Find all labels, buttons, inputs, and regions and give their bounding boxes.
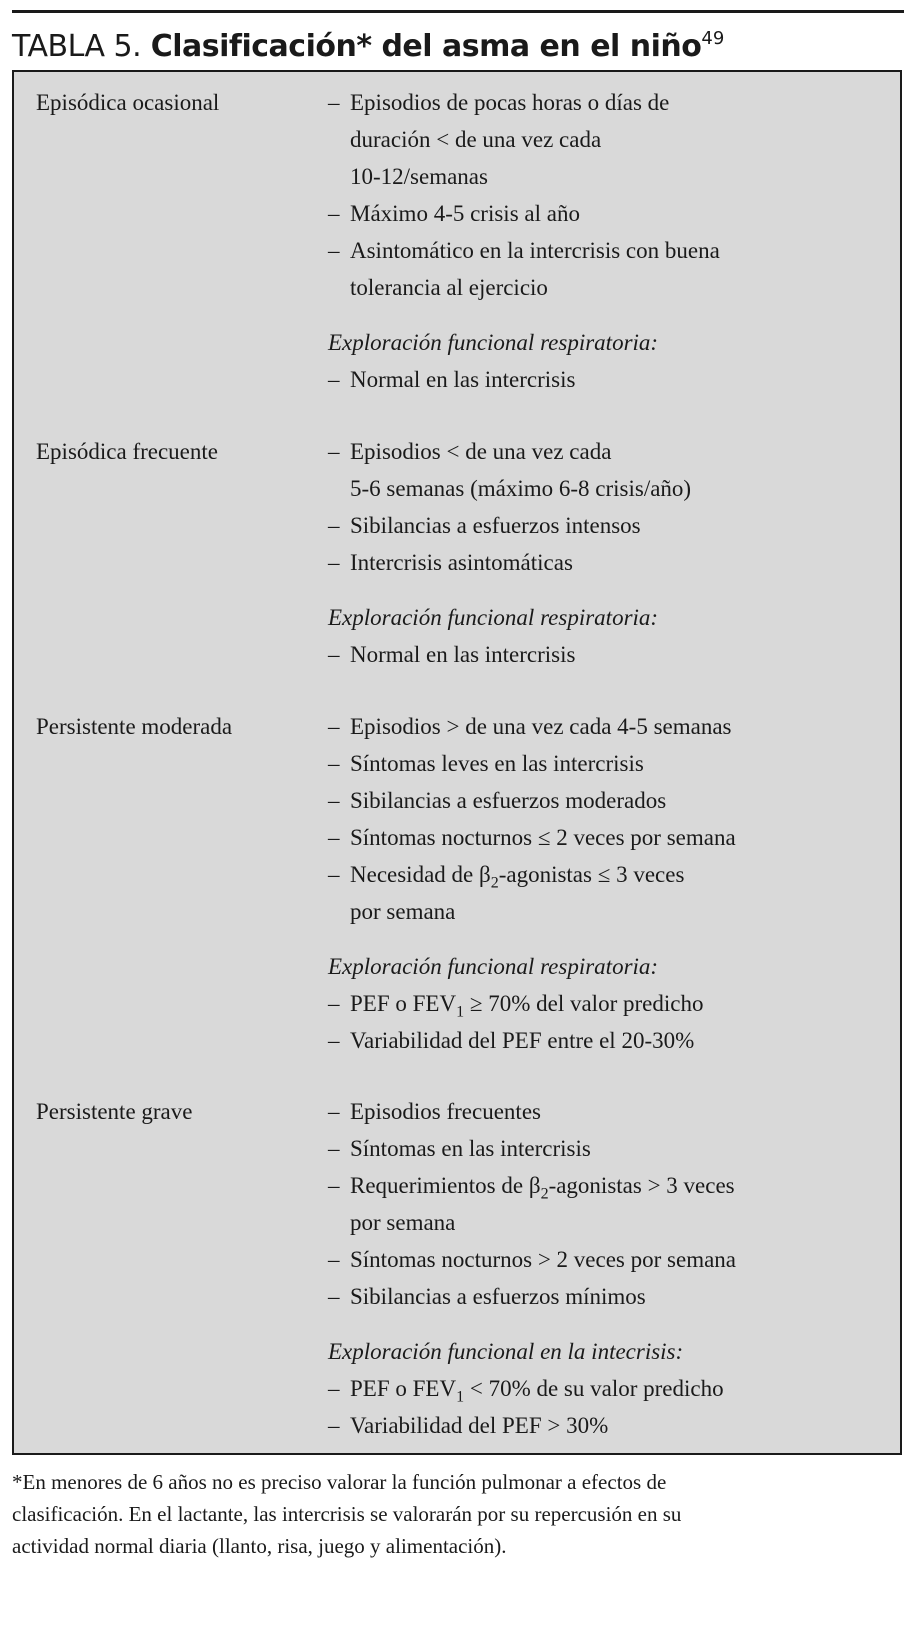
criteria-text: tolerancia al ejercicio <box>350 275 548 300</box>
criteria-text: 5-6 semanas (máximo 6-8 crisis/año) <box>350 476 692 501</box>
criteria-item <box>328 1407 888 1444</box>
section-subtitle <box>328 1333 888 1370</box>
dash-bullet: – <box>328 550 340 575</box>
dash-bullet: – <box>328 751 340 776</box>
criteria-item <box>328 782 888 819</box>
criteria-text: por semana <box>350 899 456 924</box>
criteria-item <box>328 232 888 269</box>
criteria-item <box>328 195 888 232</box>
criteria-text: Episodios frecuentes <box>350 1099 541 1124</box>
criteria-text-after: ≥ 70% del valor predicho <box>464 991 704 1016</box>
section-subtitle <box>328 948 888 985</box>
criteria-text: Sibilancias a esfuerzos intensos <box>350 513 641 538</box>
criteria-item <box>328 1130 888 1167</box>
dash-bullet: – <box>328 825 340 850</box>
dash-bullet: – <box>328 1173 340 1198</box>
criteria-item <box>328 433 888 470</box>
subscript: 1 <box>456 1388 465 1406</box>
criteria-item <box>328 636 888 673</box>
subscript: 2 <box>540 1185 549 1203</box>
dash-bullet: – <box>328 367 340 392</box>
criteria-text: Asintomático en la intercrisis con buena <box>350 238 720 263</box>
category-label: Episódica frecuente <box>36 439 218 464</box>
criteria-text: Variabilidad del PEF > 30% <box>350 1413 609 1438</box>
criteria-text: Episodios < de una vez cada <box>350 439 612 464</box>
criteria-continuation <box>328 269 888 306</box>
category-label: Persistente moderada <box>36 714 233 739</box>
dash-bullet: – <box>328 714 340 739</box>
table-title <box>12 14 904 64</box>
criteria-text: PEF o FEV <box>350 1376 457 1401</box>
dash-bullet: – <box>328 1136 340 1161</box>
criteria-text: Requerimientos de β <box>350 1173 541 1198</box>
section-subtitle <box>328 324 888 361</box>
dash-bullet: – <box>328 513 340 538</box>
dash-bullet: – <box>328 1413 340 1438</box>
criteria-text: Intercrisis asintomáticas <box>350 550 573 575</box>
criteria-text-after: -agonistas ≤ 3 veces <box>498 862 685 887</box>
criteria-text: Necesidad de β <box>350 862 491 887</box>
dash-bullet: – <box>328 788 340 813</box>
criteria-item <box>328 708 888 745</box>
subscript: 2 <box>490 874 499 892</box>
criteria-text: Sibilancias a esfuerzos mínimos <box>350 1284 646 1309</box>
criteria-text: 10-12/semanas <box>350 164 488 189</box>
criteria-text: Síntomas nocturnos ≤ 2 veces por semana <box>350 825 736 850</box>
criteria-text: Síntomas leves en las intercrisis <box>350 751 644 776</box>
criteria-continuation <box>328 893 888 930</box>
dash-bullet: – <box>328 1247 340 1272</box>
criteria-text-after: < 70% de su valor predicho <box>464 1376 724 1401</box>
criteria-text: Máximo 4-5 crisis al año <box>350 201 580 226</box>
dash-bullet: – <box>328 991 340 1016</box>
dash-bullet: – <box>328 201 340 226</box>
subscript: 1 <box>456 1003 465 1021</box>
dash-bullet: – <box>328 1376 340 1401</box>
criteria-item <box>328 84 888 121</box>
criteria-list <box>328 1093 888 1444</box>
dash-bullet: – <box>328 439 340 464</box>
criteria-list <box>328 84 888 398</box>
footnote-line: actividad normal diaria (llanto, risa, juego y alimentación). <box>12 1534 507 1558</box>
criteria-item <box>328 1093 888 1130</box>
footnote-line: *En menores de 6 años no es preciso valorar la función pulmonar a efectos de <box>12 1470 667 1494</box>
criteria-text: Síntomas nocturnos > 2 veces por semana <box>350 1247 737 1272</box>
criteria-item <box>328 544 888 581</box>
criteria-text: Variabilidad del PEF entre el 20-30% <box>350 1028 695 1053</box>
criteria-text: Normal en las intercrisis <box>350 367 576 392</box>
dash-bullet: – <box>328 90 340 115</box>
subtitle-text: Exploración funcional respiratoria: <box>328 954 659 979</box>
criteria-continuation <box>328 1204 888 1241</box>
criteria-item <box>328 507 888 544</box>
footnote <box>12 1466 904 1562</box>
category-label: Persistente grave <box>36 1099 193 1124</box>
criteria-text: Episodios > de una vez cada 4-5 semanas <box>350 714 732 739</box>
criteria-list <box>328 708 888 1059</box>
subtitle-text: Exploración funcional respiratoria: <box>328 330 659 355</box>
criteria-continuation <box>328 470 888 507</box>
criteria-item <box>328 1241 888 1278</box>
dash-bullet: – <box>328 642 340 667</box>
dash-bullet: – <box>328 862 340 887</box>
top-rule <box>12 10 904 13</box>
criteria-item <box>328 1167 888 1204</box>
criteria-continuation <box>328 158 888 195</box>
category-label: Episódica ocasional <box>36 90 220 115</box>
criteria-text: Normal en las intercrisis <box>350 642 576 667</box>
criteria-text: Episodios de pocas horas o días de <box>350 90 670 115</box>
footnote-line: clasificación. En el lactante, las intercrisis se valorarán por su repercusión en su <box>12 1502 682 1526</box>
criteria-continuation <box>328 121 888 158</box>
section-subtitle <box>328 599 888 636</box>
criteria-item <box>328 1278 888 1315</box>
criteria-item <box>328 856 888 893</box>
criteria-text: duración < de una vez cada <box>350 127 602 152</box>
criteria-list <box>328 433 888 673</box>
criteria-text: Síntomas en las intercrisis <box>350 1136 591 1161</box>
dash-bullet: – <box>328 238 340 263</box>
criteria-text: por semana <box>350 1210 456 1235</box>
criteria-text: PEF o FEV <box>350 991 457 1016</box>
criteria-item <box>328 1022 888 1059</box>
subtitle-text: Exploración funcional en la intecrisis: <box>328 1339 684 1364</box>
subtitle-text: Exploración funcional respiratoria: <box>328 605 659 630</box>
criteria-item <box>328 361 888 398</box>
table-label: TABLA 5. <box>12 29 142 64</box>
classification-table <box>12 70 902 1455</box>
criteria-text: Sibilancias a esfuerzos moderados <box>350 788 667 813</box>
table-caption: Clasificación* del asma en el niño <box>150 29 702 64</box>
reference-number: 49 <box>701 28 725 49</box>
dash-bullet: – <box>328 1284 340 1309</box>
criteria-text-after: -agonistas > 3 veces <box>548 1173 735 1198</box>
dash-bullet: – <box>328 1099 340 1124</box>
criteria-item <box>328 1370 888 1407</box>
criteria-item <box>328 819 888 856</box>
dash-bullet: – <box>328 1028 340 1053</box>
criteria-item <box>328 745 888 782</box>
criteria-item <box>328 985 888 1022</box>
